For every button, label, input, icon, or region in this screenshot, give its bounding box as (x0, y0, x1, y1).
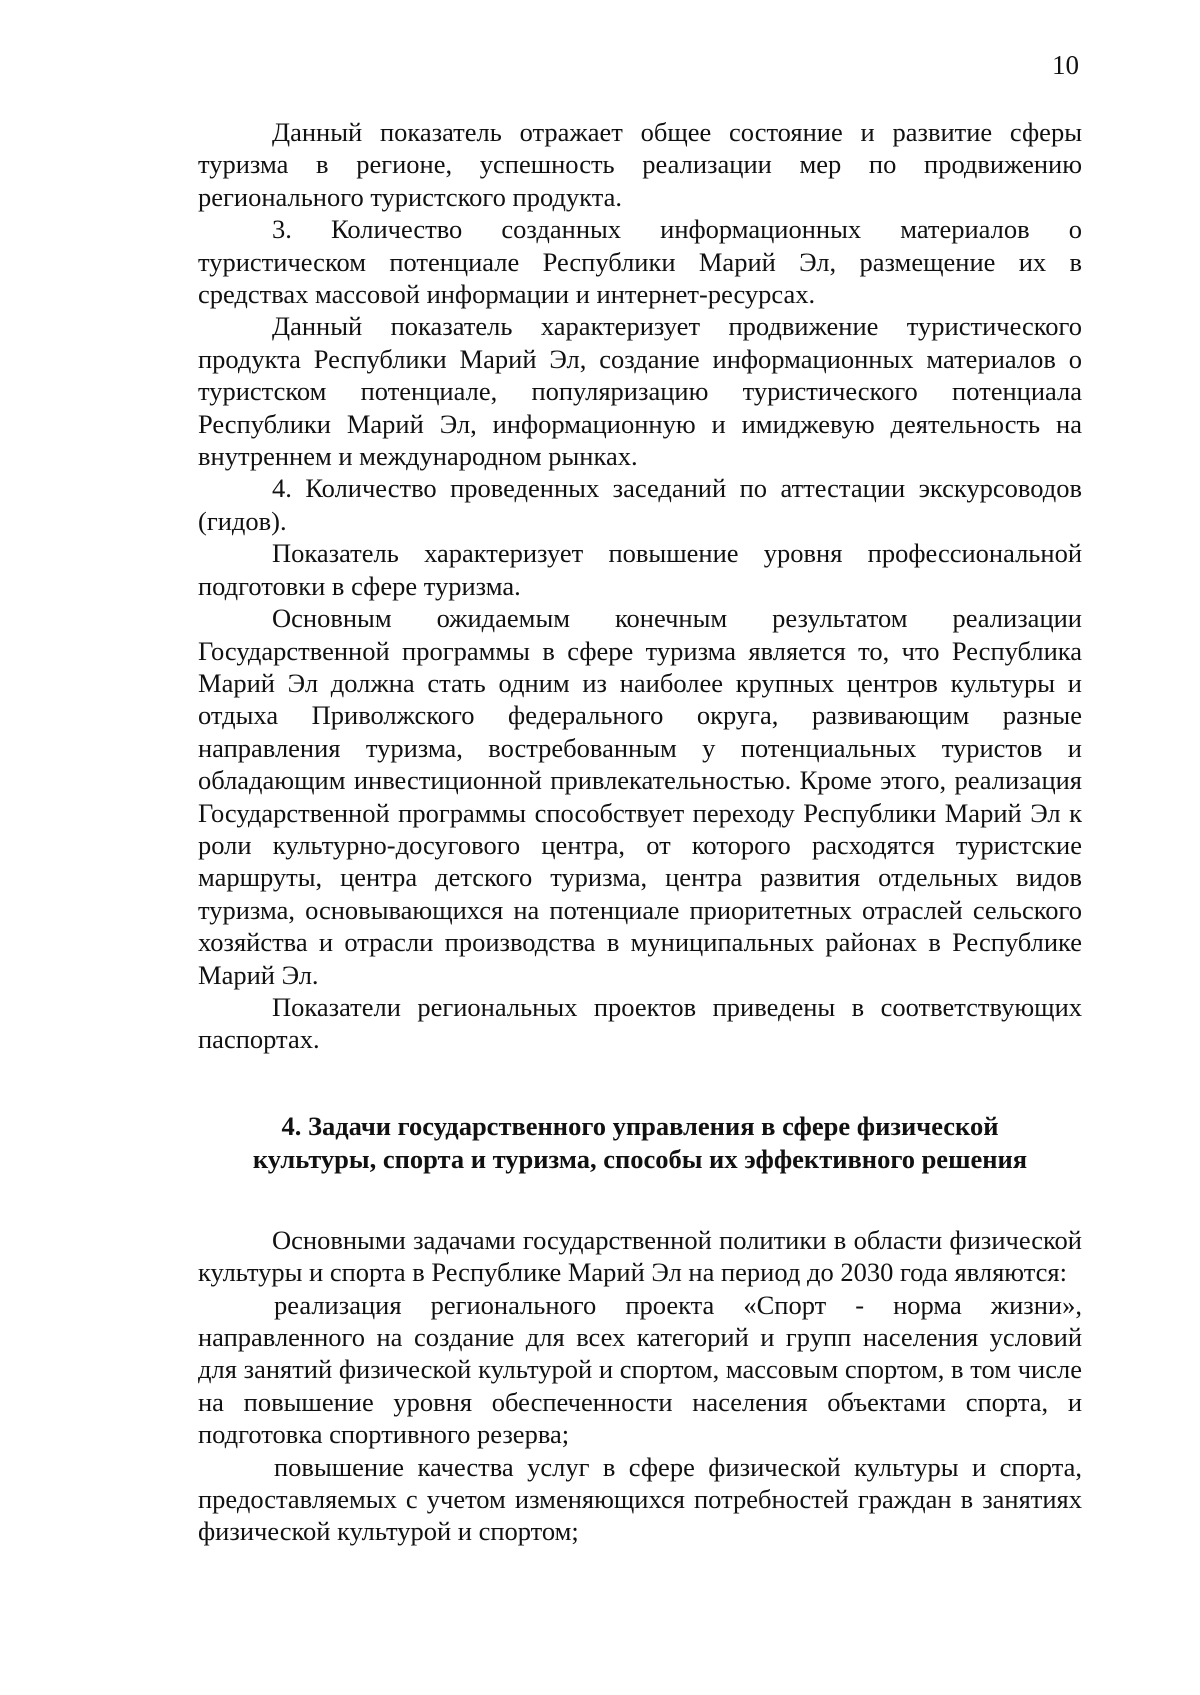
paragraph: 3. Количество созданных информационных материалов о туристическом потенциале Республики Марий Эл, размещение их в средствах массовой информации и интернет-ресурсах. (198, 214, 1082, 310)
paragraph: Показатели региональных проектов приведены в соответствующих паспортах. (198, 991, 1082, 1055)
paragraph: Данный показатель отражает общее состояние и развитие сферы туризма в регионе, успешность реализации мер по продвижению регионального туристского продукта. (198, 117, 1082, 212)
paragraph: повышение качества услуг в сфере физической культуры и спорта, предоставляемых с учетом изменяющихся потребностей граждан в занятиях физической культурой и спортом; (198, 1451, 1082, 1547)
document-body (198, 116, 1082, 1548)
paragraph: 4. Количество проведенных заседаний по аттестации экскурсоводов (гидов). (198, 473, 1082, 536)
section-heading-line: культуры, спорта и туризма, способы их эффективного решения (252, 1143, 1028, 1174)
section-heading (198, 1110, 1082, 1176)
page-number: 10 (1052, 50, 1079, 80)
paragraph: Данный показатель характеризует продвижение туристического продукта Республики Марий Эл, создание информационных материалов о туристском потенциале, популяризацию туристического потенциала Республики Марий Эл, информационную и имиджевую деятельность на внутреннем и международном рынках. (198, 311, 1082, 472)
paragraph: реализация регионального проекта «Спорт - норма жизни», направленного на создание для всех категорий и групп населения условий для занятий физической культурой и спортом, массовым спортом, в том числе на повышение уровня обеспеченности населения объектами спорта, и подготовка спортивного резерва; (198, 1289, 1082, 1450)
section-heading-line: 4. Задачи государственного управления в сфере физической (281, 1110, 999, 1141)
paragraph: Основным ожидаемым конечным результатом реализации Государственной программы в сфере туризма является то, что Республика Марий Эл должна стать одним из наиболее крупных центров культуры и отдыха Приволжского федерального округа, развивающим разные направления туризма, востребованным у потенциальных туристов и обладающим инвестиционной привлекательностью. Кроме этого, реализация Государственной программы способствует переходу Республики Марий Эл к роли культурно-досугового центра, от которого расходятся туристские маршруты, центра детского туризма, центра развития отдельных видов туризма, основывающихся на потенциале приоритетных отраслей сельского хозяйства и отрасли производства в муниципальных районах в Республике Марий Эл. (198, 603, 1082, 990)
paragraph: Основными задачами государственной политики в области физической культуры и спорта в Республике Марий Эл на период до 2030 года являются: (198, 1224, 1082, 1288)
paragraph: Показатель характеризует повышение уровня профессиональной подготовки в сфере туризма. (198, 538, 1082, 601)
